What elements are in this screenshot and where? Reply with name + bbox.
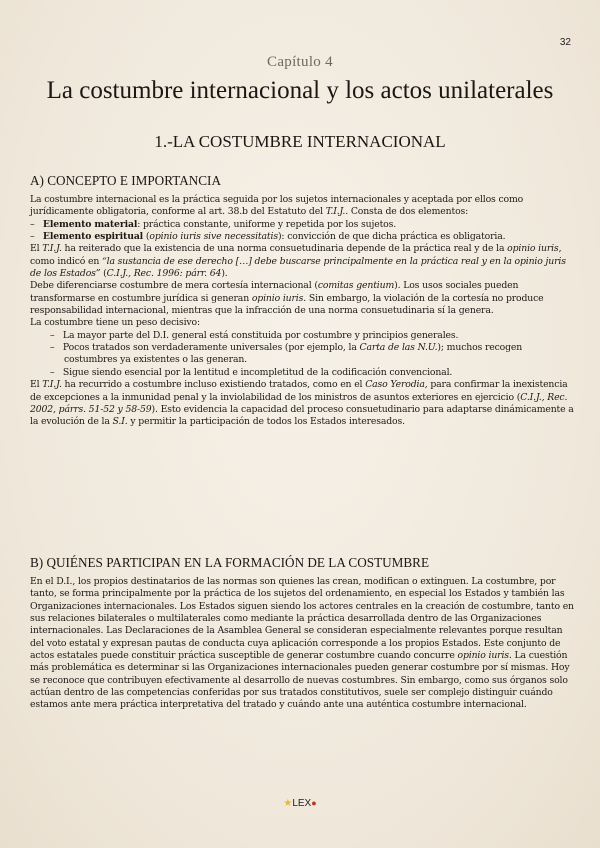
citation: C.I.J., Rec. 2002, párrs. 51-52 y 58-59: [30, 391, 568, 415]
section-a-paragraph-3: [30, 280, 575, 317]
text-run: y permitir la participación de todos los Estados interesados.: [127, 416, 405, 428]
section-b: [30, 555, 575, 712]
text-run: . La cuestión más problemática es determinar si las Organizaciones internacionales pueden generar costumbre por sí mismas. Hoy se reconoce que contribuyen efectivamente al desarrollo de nuevas costumbres. Sin embargo, como sus órganos solo actúan dentro de las competencias conferidas por sus tratados constitutivos, suele ser complejo distinguir cuándo estamos ante mera práctica interpretativa del tratado y cuándo ante una auténtica costumbre internacional.: [30, 650, 570, 711]
text-run: ha reiterado que la existencia de una norma consuetudinaria depende de la práctica real y de la: [61, 243, 508, 255]
text-run: Pocos tratados son verdaderamente universales (por ejemplo, la: [62, 342, 360, 354]
text-run: Carta de las N.U.: [359, 342, 438, 354]
footer-logo: [0, 798, 600, 809]
text-run: T.I.J.: [42, 379, 62, 391]
quote: “la sustancia de ese derecho […] debe buscarse principalmente en la práctica real y en la opinio juris de los Estados”: [30, 255, 566, 280]
section-title: 1.-LA COSTUMBRE INTERNACIONAL: [154, 132, 446, 151]
brand-label: LEX: [292, 798, 312, 809]
text-run: opinio iuris: [507, 243, 559, 255]
element-material-item: – Elemento material: práctica constante, uniforme y repetida por los sujetos.: [30, 218, 397, 230]
text-run: ); muchos recogen costumbres ya existentes o las generan.: [64, 342, 523, 366]
list-item: – Sigue siendo esencial por la lentitud e incompletitud de la codificación convencional.: [50, 366, 453, 378]
chapter-label: Capítulo 4: [267, 54, 333, 70]
text-run: La mayor parte del D.I. general está constituida por costumbre y principios generales.: [62, 329, 459, 341]
text-run: comitas gentium: [317, 280, 395, 292]
text-run: ).: [221, 268, 228, 280]
section-a-body: [30, 194, 575, 429]
list-item: – La mayor parte del D.I. general está constituida por costumbre y principios generales.: [50, 329, 459, 341]
text-run: Sigue siendo esencial por la lentitud e incompletitud de la codificación convencional.: [62, 366, 453, 378]
text-run: opinio iuris: [457, 650, 509, 662]
section-a-paragraph-5: [30, 379, 575, 428]
text-run: Caso Yerodia: [365, 379, 425, 391]
text-run: : práctica constante, uniforme y repetida por los sujetos.: [137, 218, 397, 230]
element-espiritual-label: Elemento espiritual: [42, 231, 144, 243]
text-run: ). Los usos sociales pueden transformarse en costumbre jurídica si generan: [30, 280, 519, 304]
citation: C.I.J., Rec. 1996: párr. 64: [106, 268, 222, 280]
page-number: 32: [559, 37, 571, 48]
section-b-body: [30, 576, 575, 712]
text-run: ): convicción de que dicha práctica es obligatoria.: [277, 231, 506, 243]
text-run: , como indicó en: [30, 243, 562, 267]
text-run: La costumbre internacional es la práctica seguida por los sujetos internacionales y aceptada por ellos como jurídicamente obligatoria, conforme al art. 38.b del Estatuto del: [30, 194, 524, 218]
element-espiritual-item: – Elemento espiritual (opinio iuris sive necessitatis): convicción de que dicha práctica es obligatoria.: [30, 231, 506, 243]
text-run: . Consta de dos elementos:: [345, 206, 469, 218]
text-run: opinio iuris sive necessitatis: [149, 231, 278, 243]
page-title: La costumbre internacional y los actos unilaterales: [46, 77, 554, 104]
section-a-heading: A) CONCEPTO E IMPORTANCIA: [30, 173, 221, 188]
drop-icon: ●: [311, 798, 317, 808]
text-run: . Sin embargo, la violación de la cortesía no produce responsabilidad internacional, mientras que la infracción de una norma consuetudinaria sí la genera.: [30, 292, 544, 317]
weight-list: [30, 330, 575, 379]
text-run: T.I.J.: [42, 243, 62, 255]
text-run: opinio iuris: [251, 292, 304, 304]
text-run: ha recurrido a costumbre incluso existiendo tratados, como en el: [61, 379, 366, 391]
text-run: S.I.: [112, 416, 128, 428]
text-run: El: [30, 243, 43, 255]
star-icon: ★: [283, 798, 293, 809]
text-run: ). Esto evidencia la capacidad del proceso consuetudinario para adaptarse dinámicamente a la evolución de la: [30, 403, 574, 428]
text-run: El: [30, 379, 43, 391]
section-a: [30, 173, 575, 429]
text-run: T.I.J.: [325, 206, 346, 218]
section-a-paragraph-4: La costumbre tiene un peso decisivo:: [30, 317, 200, 329]
text-run: En el D.I., los propios destinatarios de las normas son quienes las crean, modifican o extinguen. La costumbre, por tanto, se forma principalmente por la práctica de los sujetos del ordenamiento, en especial los Estados y también las Organizaciones internacionales. Los Estados siguen siendo los actores centrales en la creación de costumbre, tanto en sus relaciones bilaterales o multilaterales como mediante la práctica desarrollada dentro de las Organizaciones internacionales. Las Declaraciones de la Asamblea General se consideran especialmente relevantes porque resultan del voto estatal y expresan pautas de conducta cuya aplicación corresponde a los propios Estados. Este conjunto de actos estatales puede constituir práctica susceptible de generar costumbre cuando concurre: [30, 576, 574, 662]
section-b-heading: B) QUIÉNES PARTICIPAN EN LA FORMACIÓN DE LA COSTUMBRE: [30, 555, 430, 570]
element-material-label: Elemento material: [42, 218, 138, 230]
text-run: , para confirmar la inexistencia de excepciones a la inmunidad penal y la inviolabilidad de los ministros de asuntos exteriores en ejercicio (: [30, 379, 568, 403]
text-run: Debe diferenciarse costumbre de mera cortesía internacional (: [30, 280, 318, 292]
section-a-paragraph-2: [30, 243, 575, 280]
text-run: (: [143, 231, 150, 243]
list-item: – Pocos tratados son verdaderamente universales (por ejemplo, la Carta de las N.U.); muchos recogen costumbres ya existentes o las generan.: [50, 342, 523, 366]
text-run: (: [100, 268, 107, 280]
section-a-paragraph-1: [30, 194, 575, 219]
section-b-paragraph-1: [30, 576, 575, 712]
